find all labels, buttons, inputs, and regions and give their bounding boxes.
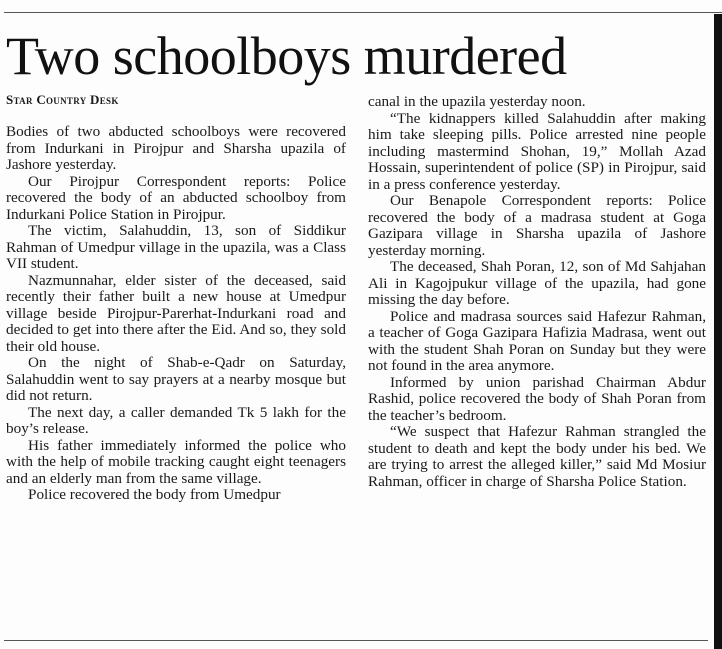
paragraph: Informed by union parishad Chairman Abdur Rashid, police recovered the body of Shah Poran from the teacher’s bedroom. (368, 373, 706, 424)
right-edge-bar (714, 14, 722, 649)
paragraph: The victim, Salahuddin, 13, son of Siddikur Rahman of Umedpur village in the upazila, was a Class VII student. (6, 222, 346, 272)
byline: Star Country Desk (6, 92, 119, 107)
paragraph: Our Pirojpur Correspondent reports: Police recovered the body of an abducted schoolboy from Indurkani Police Station in Pirojpur. (6, 172, 346, 223)
paragraph: Our Benapole Correspondent reports: Police recovered the body of a madrasa student at Goga Gazipara village in Sharsha upazila of Jashore yesterday morning. (368, 192, 706, 259)
paragraph: Police and madrasa sources said Hafezur Rahman, a teacher of Goga Gazipara Hafizia Madrasa, went out with the student Shah Poran on Sunday but they were not found in the area anymore. (368, 307, 706, 374)
paragraph: The next day, a caller demanded Tk 5 lakh for the boy’s release. (6, 403, 346, 437)
paragraph: canal in the upazila yesterday noon. (368, 93, 586, 110)
paragraph: On the night of Shab-e-Qadr on Saturday, Salahuddin went to say prayers at a nearby mosque but did not return. (6, 354, 346, 404)
paragraph: Police recovered the body from Umedpur (28, 486, 281, 503)
top-rule (4, 12, 722, 13)
paragraph: Nazmunnahar, elder sister of the deceased, said recently their father built a new house at Umedpur village beside Pirojpur-Parerhat-Indurkani road and decided to get into there after the Eid. And so, they sold their old house. (6, 271, 346, 355)
article-column-right (368, 94, 706, 490)
bottom-rule (4, 640, 708, 641)
paragraph: “We suspect that Hafezur Rahman strangled the student to death and kept the body under his bed. We are trying to arrest the alleged killer,” said Md Mosiur Rahman, officer in charge of Sharsha Police Station. (368, 423, 706, 490)
article-column-left (6, 124, 346, 504)
paragraph: “The kidnappers killed Salahuddin after making him take sleeping pills. Police arrested nine people including mastermind Shohan, 19,” Mollah Azad Hossain, superintendent of police (SP) in Pirojpur, said in a press conference yesterday. (368, 109, 706, 193)
article-headline: Two schoolboys murdered (6, 26, 567, 86)
paragraph: The deceased, Shah Poran, 12, son of Md Sahjahan Ali in Kagojpukur village of the upazila, had gone missing the day before. (368, 258, 706, 308)
paragraph: His father immediately informed the police who with the help of mobile tracking caught eight teenagers and an elderly man from the same village. (6, 436, 346, 487)
paragraph: Bodies of two abducted schoolboys were recovered from Indurkani in Pirojpur and Sharsha upazila of Jashore yesterday. (6, 123, 346, 173)
